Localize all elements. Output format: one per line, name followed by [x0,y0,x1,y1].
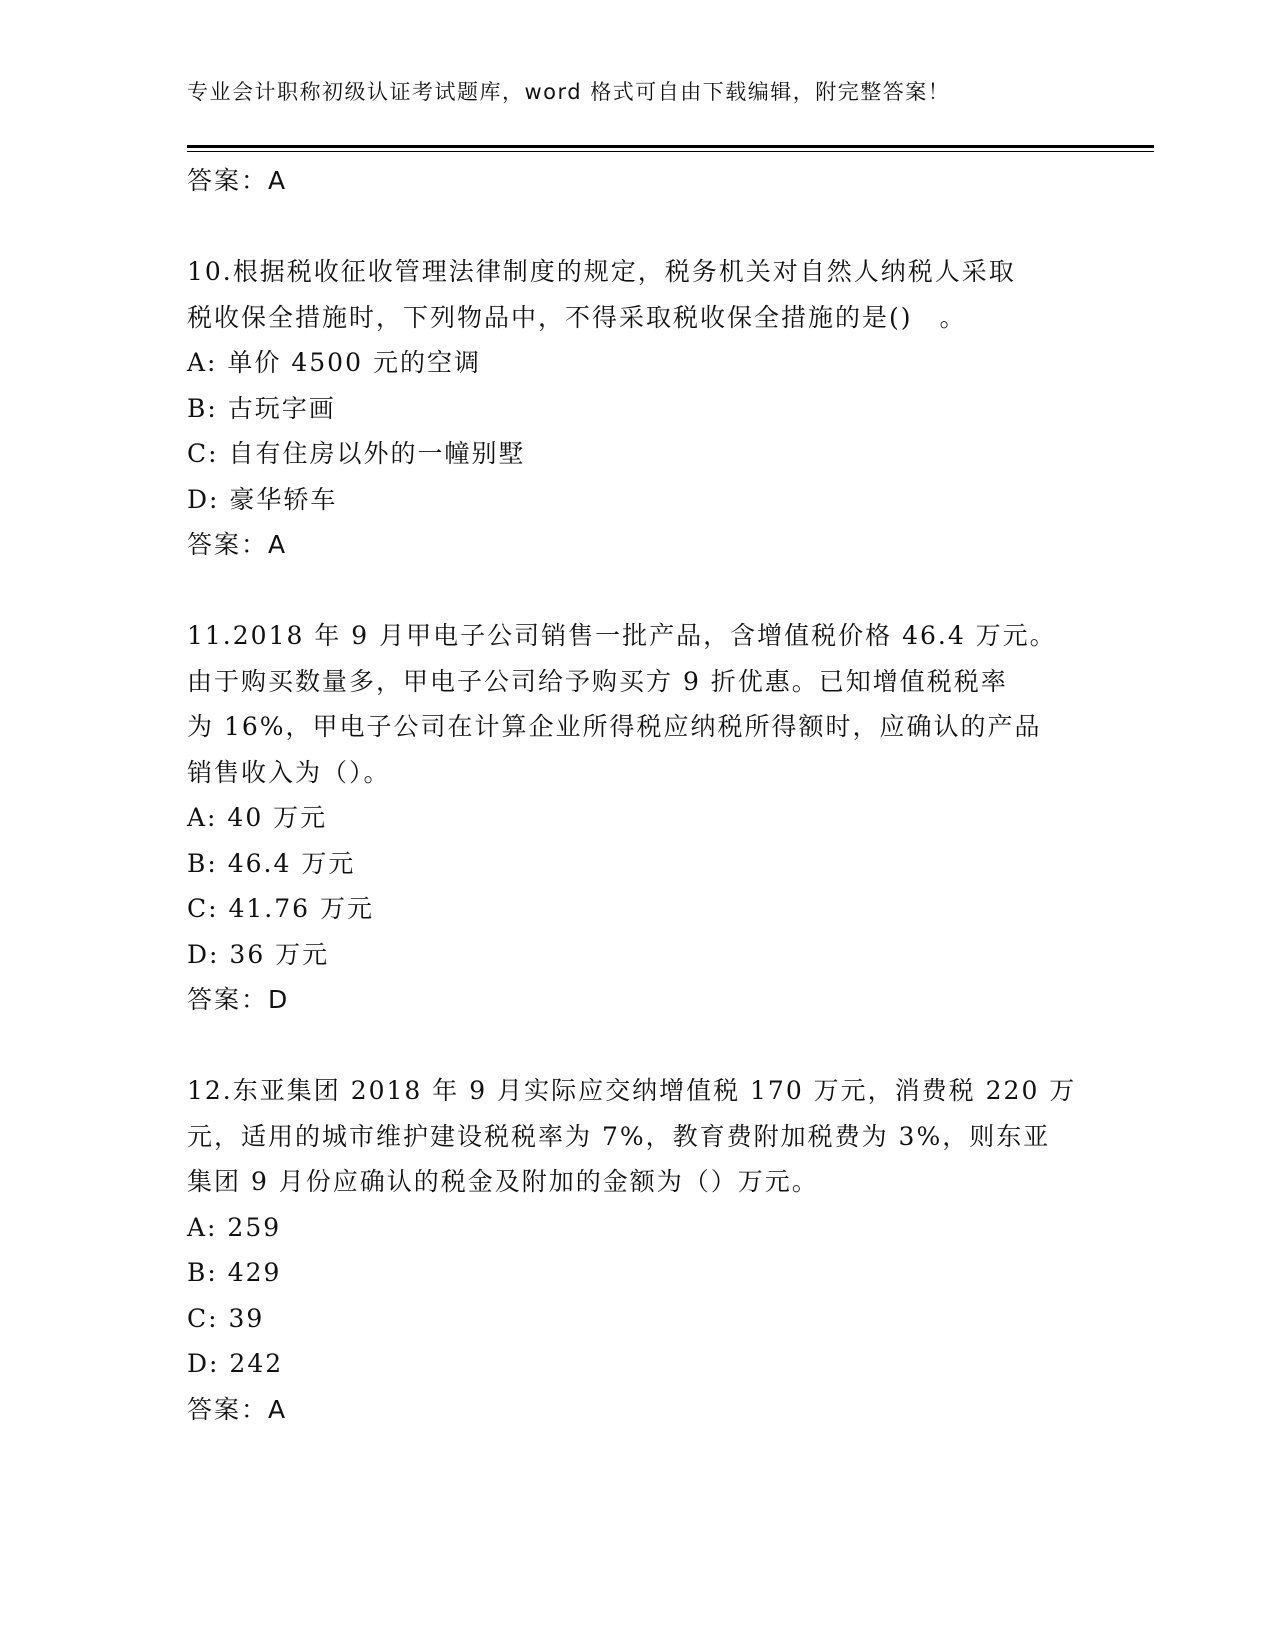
question-stem: 12.东亚集团 2018 年 9 月实际应交纳增值税 170 万元，消费税 220 万 [187,1076,1077,1105]
option-d: D: 豪华轿车 [187,484,338,514]
answer: 答案：A [187,530,288,559]
question-stem: 税收保全措施时，下列物品中，不得采取税收保全措施的是() 。 [187,302,967,332]
header-rule-thin [187,151,1154,152]
document-body [187,158,1087,1432]
question-stem: 10.根据税收征收管理法律制度的规定，税务机关对自然人纳税人采取 [187,257,1016,286]
question-10 [187,249,1087,568]
question-stem: 由于购买数量多，甲电子公司给予购买方 9 折优惠。已知增值税税率 [187,666,1008,696]
answer-q9: 答案：A [187,166,288,195]
answer: 答案：A [187,1394,288,1424]
option-a: A: 40 万元 [187,803,328,832]
question-stem: 元，适用的城市维护建设税税率为 7%，教育费附加税费为 3%，则东亚 [187,1121,1051,1151]
question-12 [187,1068,1087,1432]
option-d: D: 242 [187,1349,284,1378]
option-a: A: 单价 4500 元的空调 [187,348,481,377]
option-b: B: 429 [187,1258,282,1287]
spacer [187,568,1087,614]
option-c: C: 41.76 万元 [187,894,375,923]
option-c: C: 自有住房以外的一幢别墅 [187,439,526,468]
option-c: C: 39 [187,1303,265,1333]
option-b: B: 古玩字画 [187,393,336,423]
option-b: B: 46.4 万元 [187,848,356,878]
question-stem: 为 16%，甲电子公司在计算企业所得税应纳税所得额时，应确认的产品 [187,712,1042,741]
spacer [187,1023,1087,1069]
page-header: 专业会计职称初级认证考试题库，word 格式可自由下载编辑，附完整答案！ [187,80,951,104]
question-11 [187,613,1087,1023]
question-stem: 集团 9 月份应确认的税金及附加的金额为（）万元。 [187,1167,819,1196]
spacer [187,204,1087,250]
question-stem: 11.2018 年 9 月甲电子公司销售一批产品，含增值税价格 46.4 万元。 [187,621,1057,650]
answer: 答案：D [187,985,290,1014]
option-a: A: 259 [187,1212,282,1242]
option-d: D: 36 万元 [187,939,330,969]
question-stem: 销售收入为（）。 [187,757,391,787]
header-rule-thick [187,145,1154,148]
